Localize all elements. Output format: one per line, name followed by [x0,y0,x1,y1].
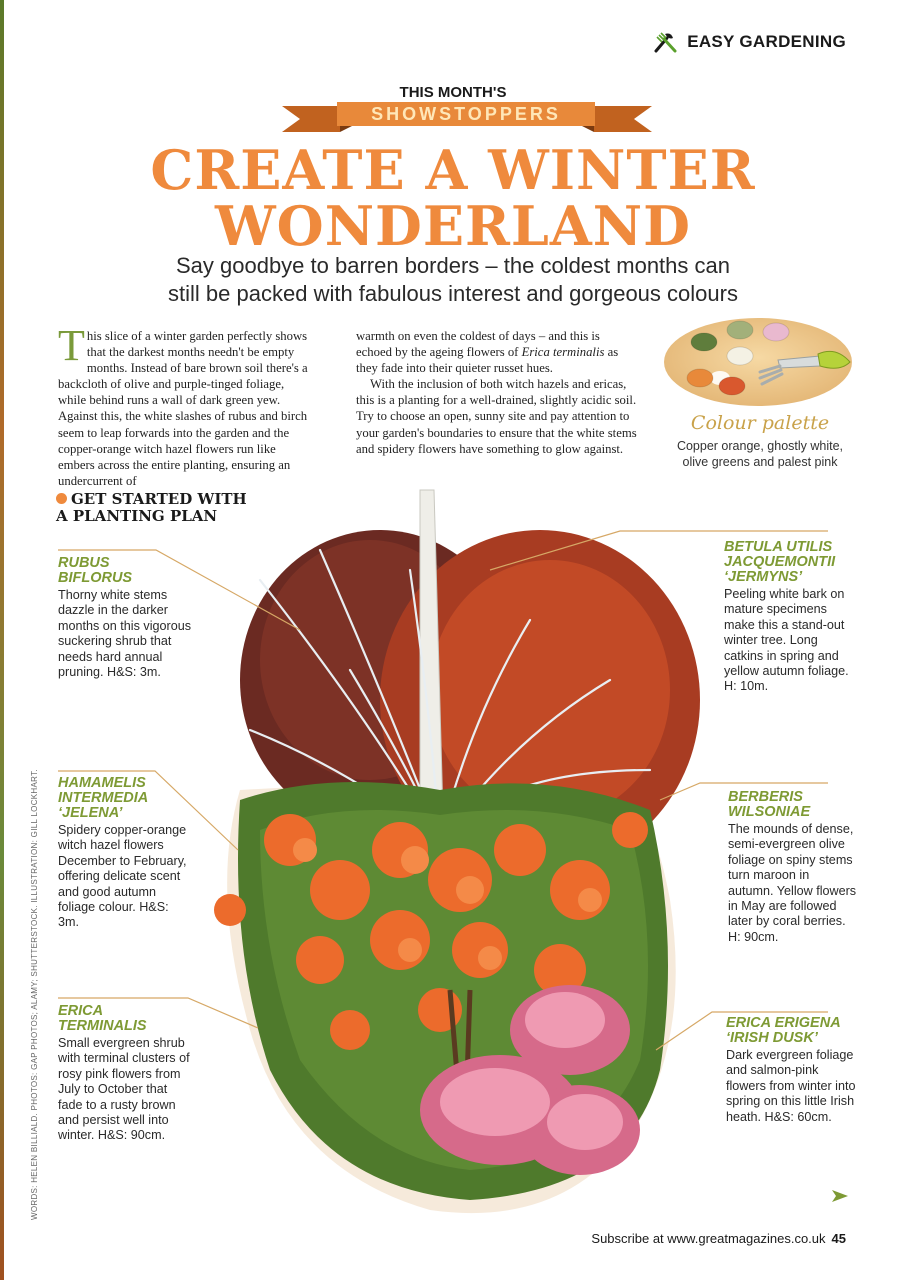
intro-text-b: as they fade into their quieter russet hues. [356,345,619,376]
palette-desc-line-2: olive greens and palest pink [682,455,838,469]
plant-description: Dark evergreen foliage and salmon-pink flowers from winter into spring on this little Irish heath. H&S: 60cm. [726,1048,856,1124]
palette-desc-line-1: Copper orange, ghostly white, [676,439,844,453]
next-page-arrow-icon [832,1190,848,1202]
page-number: 45 [831,1231,846,1246]
plant-name: WILSONIAE [728,804,811,820]
plant-name: ERICA ERIGENA [726,1015,841,1031]
headline-line-2: WONDERLAND [215,194,691,258]
section-label: EASY GARDENING [687,32,846,51]
plant-callout-erica-terminalis [58,1004,190,1144]
plant-callout-berberis [728,790,858,945]
plant-description: The mounds of dense, semi-evergreen olive foliage on spiny stems turn maroon in autumn. Yellow flowers in May are followed later by coral berries. H: 90cm. [728,822,857,944]
plant-name: RUBUS [58,555,110,571]
plant-name: JACQUEMONTII [724,554,836,570]
plant-name: INTERMEDIA [58,790,149,806]
plant-callout-erica-erigena [726,1016,860,1125]
plant-description: Small evergreen shrub with terminal clusters of rosy pink flowers from July to October that fade to a rusty brown and persist well into winter. H&S: 90cm. [58,1036,190,1143]
plant-callout-hamamelis [58,776,190,931]
subscribe-link[interactable]: Subscribe at www.greatmagazines.co.uk [591,1231,826,1246]
drop-cap: T [58,321,85,370]
planting-title-line-2: A PLANTING PLAN [56,507,218,525]
palette-title: Colour palette [690,412,830,434]
headline-line-1: CREATE A WINTER [150,138,756,202]
planting-title-line-1: GET STARTED WITH [71,490,247,508]
intro-column-1-text: his slice of a winter garden perfectly shows that the darkest months needn't be empty months. Instead of bare brown soil there's a backcloth of olive and purple-tinged foliage, while behind runs a wall of dark green yew. Against this, the white slashes of rubus and birch seem to leap forwards into the garden and the copper-orange witch hazel flowers run like embers across the entire planting, ensuring an undercurrent of [58,329,308,488]
plant-name: ‘IRISH DUSK’ [726,1030,818,1046]
plant-name: ‘JERMYNS’ [724,569,803,585]
page-footer [591,1231,846,1246]
plant-name: ‘JELENA’ [58,805,123,821]
plant-name: HAMAMELIS [58,775,146,791]
ribbon-text: SHOWSTOPPERS [337,102,595,126]
standfirst-line-1: Say goodbye to barren borders – the coldest months can [175,253,730,278]
plant-name: ERICA [58,1003,104,1019]
plant-description: Spidery copper-orange witch hazel flowers December to February, offering delicate scent and good autumn foliage colour. H&S: 3m. [58,823,187,930]
plant-callout-betula [724,540,858,695]
plant-name: TERMINALIS [58,1018,147,1034]
kicker: THIS MONTH'S [399,84,507,101]
photo-credits: WORDS: HELEN BILLIALD. PHOTOS: GAP PHOTOS; ALAMY; SHUTTERSTOCK. ILLUSTRATION: GILL LOCKHART. [30,769,39,1220]
plant-description: Thorny white stems dazzle in the darker months on this vigorous suckering shrub that needs hard annual pruning. H&S: 3m. [58,588,192,680]
plant-name: BETULA UTILIS [724,539,833,555]
standfirst-line-2: still be packed with fabulous interest and gorgeous colours [168,281,738,306]
plant-name: BIFLORUS [58,570,133,586]
intro-italic-plant: Erica terminalis [521,345,605,360]
intro-paragraph-2: With the inclusion of both witch hazels and ericas, this is a planting for a well-drained, slightly acidic soil. Try to choose an open, sunny site and pay attention to your garden's boundaries to ensure that the white stems and spidery flowers have something to glow against. [356,377,637,456]
intro-text-a: warmth on even the coldest of days – and this is echoed by the ageing flowers of [356,329,600,360]
plant-description: Peeling white bark on mature specimens make this a stand-out winter tree. Long catkins in spring and yellow autumn foliage. H: 10m. [724,587,849,694]
plant-callout-rubus-biflorus [58,556,198,680]
plant-name: BERBERIS [728,789,803,805]
